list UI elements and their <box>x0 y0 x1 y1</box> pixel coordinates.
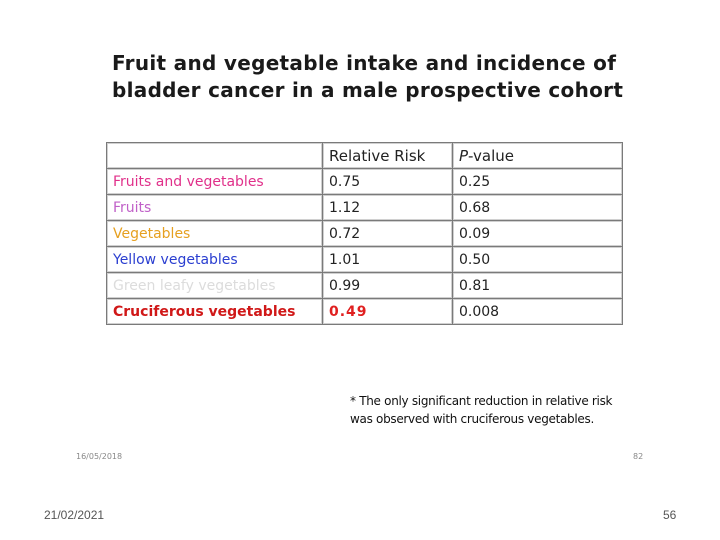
row-label: Yellow vegetables <box>107 247 323 273</box>
relative-risk-value: 1.12 <box>323 195 453 221</box>
row-label: Green leafy vegetables <box>107 273 323 299</box>
table-row <box>107 273 623 299</box>
table-header-row <box>107 143 623 169</box>
table-row <box>107 195 623 221</box>
relative-risk-value: 0.72 <box>323 221 453 247</box>
table-row <box>107 247 623 273</box>
p-value: 0.81 <box>453 273 623 299</box>
p-value: 0.25 <box>453 169 623 195</box>
inner-slide-date: 16/05/2018 <box>76 452 123 461</box>
footer-date: 21/02/2021 <box>44 508 105 522</box>
p-value: 0.09 <box>453 221 623 247</box>
note-line-1: * The only significant reduction in relative risk <box>350 394 613 408</box>
relative-risk-table <box>106 142 623 325</box>
title-line-2: bladder cancer in a male prospective cohort <box>112 78 624 102</box>
header-p-value: P-value <box>453 143 623 169</box>
table-row <box>107 299 623 325</box>
row-label: Fruits and vegetables <box>107 169 323 195</box>
slide-title <box>112 50 632 104</box>
row-label: Vegetables <box>107 221 323 247</box>
row-label: Fruits <box>107 195 323 221</box>
relative-risk-value: 1.01 <box>323 247 453 273</box>
p-value: 0.50 <box>453 247 623 273</box>
footer-page-number: 56 <box>663 508 677 522</box>
table-row <box>107 169 623 195</box>
row-label: Cruciferous vegetables <box>107 299 323 325</box>
note-line-2: was observed with cruciferous vegetables. <box>350 412 594 426</box>
p-value: 0.68 <box>453 195 623 221</box>
header-relative-risk: Relative Risk <box>323 143 453 169</box>
p-value: 0.008 <box>453 299 623 325</box>
title-line-1: Fruit and vegetable intake and incidence of <box>112 51 617 75</box>
header-blank <box>107 143 323 169</box>
table-row <box>107 221 623 247</box>
significance-note <box>350 392 640 428</box>
inner-slide-page-number: 82 <box>633 452 644 461</box>
relative-risk-value-highlight: 0.49 <box>323 299 453 325</box>
relative-risk-value: 0.75 <box>323 169 453 195</box>
relative-risk-value: 0.99 <box>323 273 453 299</box>
